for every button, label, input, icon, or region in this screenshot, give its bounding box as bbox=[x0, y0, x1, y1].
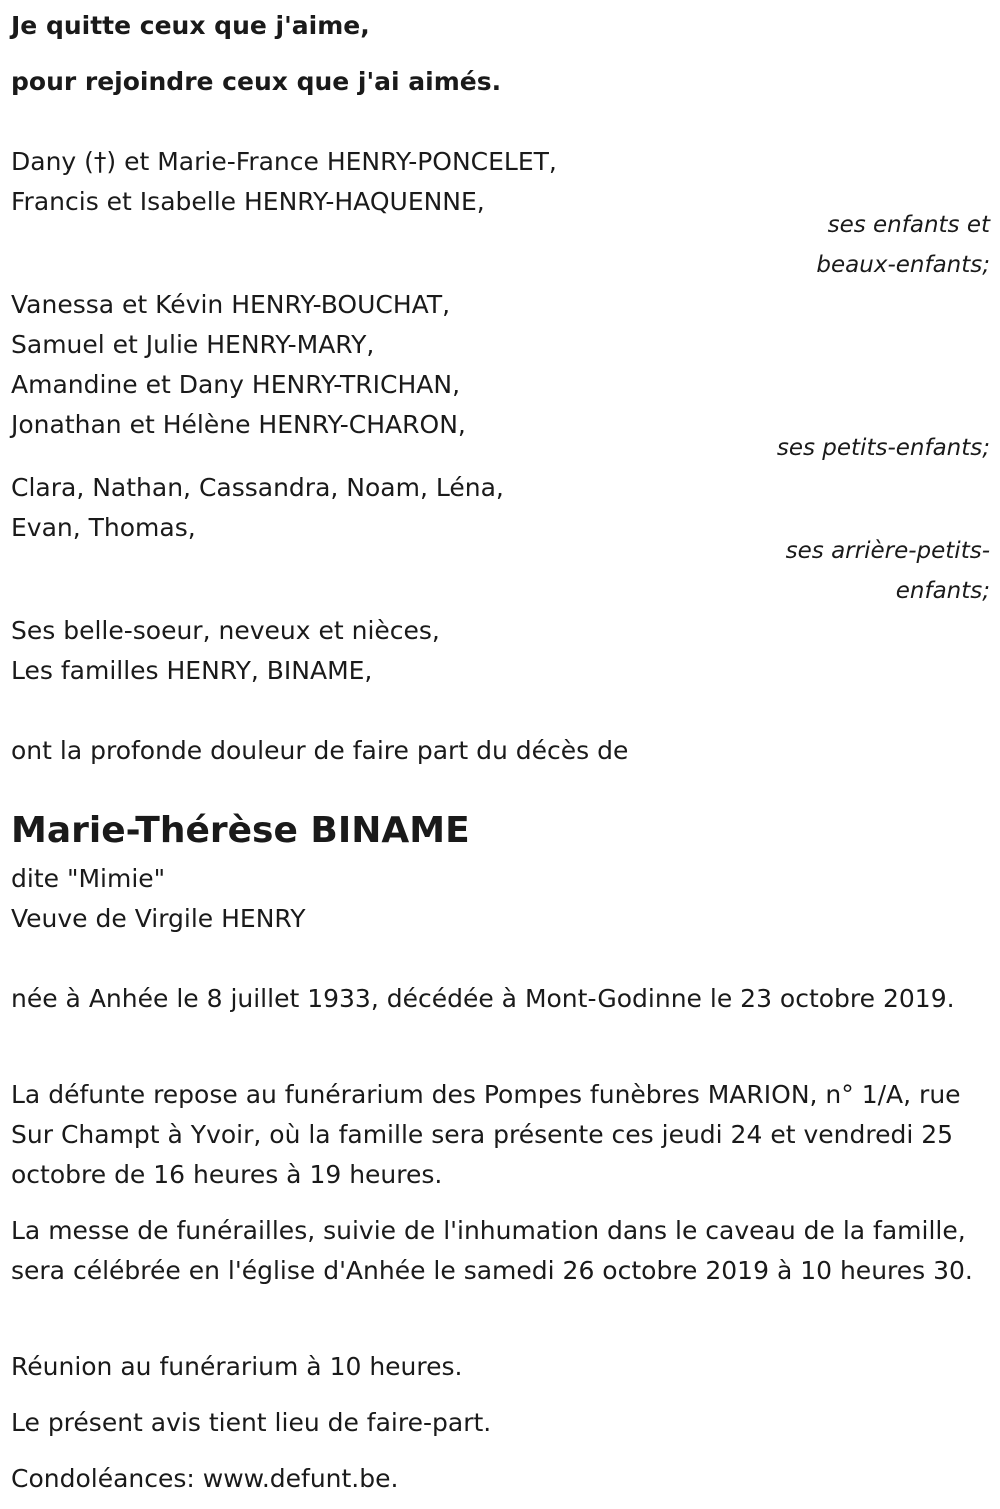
birth-death-paragraph: née à Anhée le 8 juillet 1933, décédée à Mont-Godinne le 23 octobre 2019. bbox=[11, 984, 955, 1013]
great-grandchildren-label-1: ses arrière-petits- bbox=[785, 538, 990, 564]
grandchildren-label: ses petits-enfants; bbox=[776, 435, 990, 461]
extended-family-line-1: Ses belle-soeur, neveux et nièces, bbox=[11, 616, 440, 645]
children-name-1: Dany (†) et Marie-France HENRY-PONCELET, bbox=[11, 147, 557, 176]
epigraph-line-2: pour rejoindre ceux que j'ai aimés. bbox=[11, 67, 502, 96]
grandchildren-name-1: Vanessa et Kévin HENRY-BOUCHAT, bbox=[11, 290, 451, 319]
announcement: ont la profonde douleur de faire part du décès de bbox=[11, 736, 629, 765]
deceased-status: Veuve de Virgile HENRY bbox=[11, 904, 306, 933]
great-grandchildren-name-2: Evan, Thomas, bbox=[11, 513, 196, 542]
deceased-nickname: dite "Mimie" bbox=[11, 864, 166, 893]
extended-family-line-2: Les familles HENRY, BINAME, bbox=[11, 656, 373, 685]
grandchildren-name-3: Amandine et Dany HENRY-TRICHAN, bbox=[11, 370, 461, 399]
epigraph-line-1: Je quitte ceux que j'aime, bbox=[11, 11, 370, 40]
great-grandchildren-name-1: Clara, Nathan, Cassandra, Noam, Léna, bbox=[11, 473, 504, 502]
funeral-paragraph: La messe de funérailles, suivie de l'inhumation dans le caveau de la famille, sera célébrée en l'église d'Anhée le samedi 26 octobre 2019 à 10 heures 30. bbox=[11, 1216, 973, 1285]
children-label-1: ses enfants et bbox=[827, 212, 990, 238]
repose-paragraph: La défunte repose au funérarium des Pompes funèbres MARION, n° 1/A, rue Sur Champt à Yvoir, où la famille sera présente ces jeudi 24 et vendredi 25 octobre de 16 heures à 19 heures. bbox=[11, 1080, 961, 1189]
children-label-2: beaux-enfants; bbox=[816, 252, 990, 278]
grandchildren-name-4: Jonathan et Hélène HENRY-CHARON, bbox=[11, 410, 466, 439]
notice-paragraph: Le présent avis tient lieu de faire-part. bbox=[11, 1408, 492, 1437]
children-name-2: Francis et Isabelle HENRY-HAQUENNE, bbox=[11, 187, 485, 216]
meeting-paragraph: Réunion au funérarium à 10 heures. bbox=[11, 1352, 463, 1381]
deceased-name: Marie-Thérèse BINAME bbox=[11, 810, 470, 851]
grandchildren-name-2: Samuel et Julie HENRY-MARY, bbox=[11, 330, 375, 359]
great-grandchildren-label-2: enfants; bbox=[895, 578, 990, 604]
condolences-paragraph: Condoléances: www.defunt.be. bbox=[11, 1464, 399, 1493]
